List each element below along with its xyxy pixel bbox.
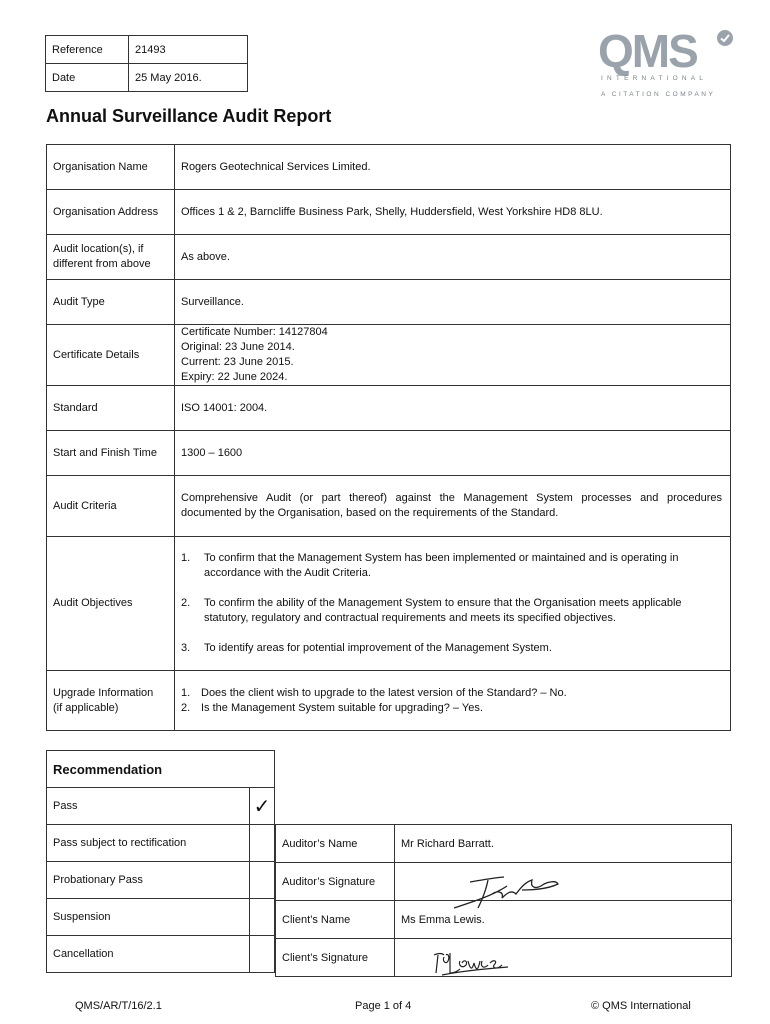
check-icon: ✓ (250, 788, 275, 825)
upgrade-number: 1. (181, 686, 191, 699)
recommendation-table (46, 750, 275, 973)
table-row (47, 936, 275, 973)
recommendation-heading: Recommendation (47, 751, 275, 788)
upgrade-label-line-2: (if applicable) (53, 701, 119, 714)
recommendation-header-row (47, 751, 275, 788)
date-label: Date (46, 64, 129, 92)
upgrade-number: 2. (181, 701, 191, 714)
table-row (47, 431, 731, 476)
list-item (181, 701, 724, 716)
audit-type-value: Surveillance. (175, 280, 731, 325)
upgrade-text: Does the client wish to upgrade to the latest version of the Standard? – No. (201, 686, 567, 699)
date-row (46, 64, 248, 92)
client-signature-image (432, 947, 512, 984)
objectives-list (181, 551, 724, 656)
objective-number: 1. (181, 552, 191, 564)
recommendation-checkbox (250, 936, 275, 973)
certificate-value (175, 325, 731, 386)
certificate-number: Certificate Number: 14127804 (181, 326, 328, 338)
reference-label: Reference (46, 36, 129, 64)
recommendation-option-suspension: Suspension (47, 899, 250, 936)
certificate-expiry: Expiry: 22 June 2024. (181, 371, 288, 383)
upgrade-label-line-1: Upgrade Information (53, 686, 154, 699)
upgrade-label (47, 671, 175, 731)
reference-row (46, 36, 248, 64)
table-row (47, 280, 731, 325)
criteria-value: Comprehensive Audit (or part thereof) against the Management System processes and procedures documented by the Organisation, based on the requirements of the Standard. (175, 476, 731, 537)
org-address-value: Offices 1 & 2, Barncliffe Business Park, Shelly, Huddersfield, West Yorkshire HD8 8LU. (175, 190, 731, 235)
list-item (181, 686, 724, 701)
objectives-value (175, 537, 731, 671)
audit-type-label: Audit Type (47, 280, 175, 325)
document-code: QMS/AR/T/16/2.1 (75, 1000, 162, 1012)
list-item (181, 596, 724, 626)
audit-location-value: As above. (175, 235, 731, 280)
table-row (47, 862, 275, 899)
logo-check-icon (717, 30, 733, 46)
qms-logo (598, 25, 738, 100)
objectives-label: Audit Objectives (47, 537, 175, 671)
certificate-original: Original: 23 June 2014. (181, 341, 295, 353)
recommendation-option-rectification: Pass subject to rectification (47, 825, 250, 862)
table-row (47, 537, 731, 671)
page-number: Page 1 of 4 (355, 1000, 412, 1012)
logo-international: INTERNATIONAL (601, 75, 708, 82)
table-row (47, 788, 275, 825)
table-row (47, 190, 731, 235)
recommendation-checkbox (250, 825, 275, 862)
upgrade-value (175, 671, 731, 731)
table-row (47, 145, 731, 190)
list-item (181, 641, 724, 656)
recommendation-option-pass: Pass (47, 788, 250, 825)
objective-text: To identify areas for potential improvement of the Management System. (204, 642, 552, 654)
standard-label: Standard (47, 386, 175, 431)
table-row (47, 386, 731, 431)
audit-location-label-line-2: different from above (53, 258, 151, 270)
auditor-signature-label: Auditor’s Signature (276, 863, 395, 901)
criteria-label: Audit Criteria (47, 476, 175, 537)
time-label: Start and Finish Time (47, 431, 175, 476)
recommendation-checkbox (250, 862, 275, 899)
recommendation-option-probationary: Probationary Pass (47, 862, 250, 899)
auditor-name-value: Mr Richard Barratt. (395, 825, 732, 863)
auditor-signature-value (395, 863, 732, 901)
logo-brand: QMS (598, 25, 697, 77)
audit-details-table (46, 144, 731, 731)
client-signature-label: Client’s Signature (276, 939, 395, 977)
table-row (276, 825, 732, 863)
objective-number: 2. (181, 597, 191, 609)
objective-text: To confirm the ability of the Management System to ensure that the Organisation meets applicable statutory, regulatory and contractual requirements and meets its specified objectives. (204, 597, 682, 624)
objective-text: To confirm that the Management System has been implemented or maintained and is operating in accordance with the Audit Criteria. (204, 552, 679, 579)
page-title: Annual Surveillance Audit Report (46, 106, 332, 126)
client-name-label: Client’s Name (276, 901, 395, 939)
objective-number: 3. (181, 642, 191, 654)
client-name-value: Ms Emma Lewis. (395, 901, 732, 939)
table-row (47, 825, 275, 862)
certificate-label: Certificate Details (47, 325, 175, 386)
reference-table (45, 35, 248, 92)
recommendation-option-cancellation: Cancellation (47, 936, 250, 973)
list-item (181, 551, 724, 581)
date-value: 25 May 2016. (129, 64, 248, 92)
copyright: © QMS International (591, 1000, 691, 1012)
reference-value: 21493 (129, 36, 248, 64)
certificate-current: Current: 23 June 2015. (181, 356, 294, 368)
table-row (47, 235, 731, 280)
org-name-value: Rogers Geotechnical Services Limited. (175, 145, 731, 190)
logo-tagline: A CITATION COMPANY (601, 91, 716, 98)
auditor-name-label: Auditor’s Name (276, 825, 395, 863)
table-row (47, 899, 275, 936)
upgrade-text: Is the Management System suitable for upgrading? – Yes. (201, 701, 483, 714)
org-address-label: Organisation Address (47, 190, 175, 235)
audit-location-label-line-1: Audit location(s), if (53, 243, 144, 255)
standard-value: ISO 14001: 2004. (175, 386, 731, 431)
recommendation-checkbox (250, 899, 275, 936)
upgrade-list (181, 686, 724, 716)
audit-location-label (47, 235, 175, 280)
auditor-signature-image (452, 872, 562, 917)
table-row (47, 476, 731, 537)
org-name-label: Organisation Name (47, 145, 175, 190)
table-row (47, 671, 731, 731)
time-value: 1300 – 1600 (175, 431, 731, 476)
table-row (47, 325, 731, 386)
